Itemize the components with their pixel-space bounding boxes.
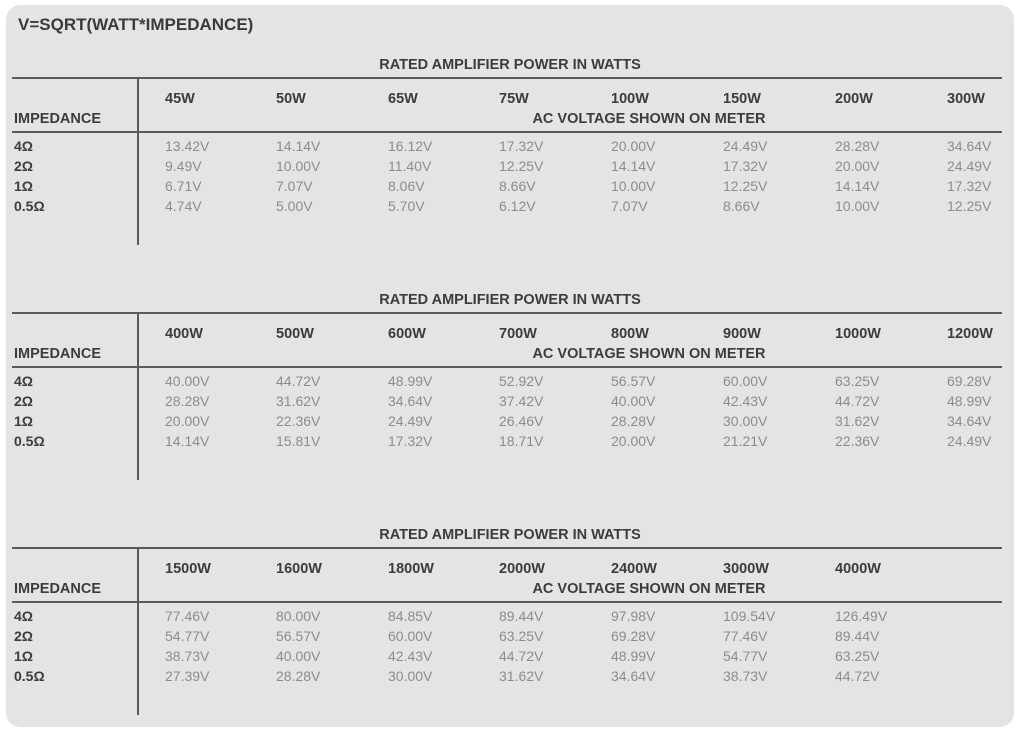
watt-header: 700W [499,326,537,342]
watt-header: 1800W [388,561,434,577]
voltage-cell: 17.32V [499,138,544,154]
voltage-cell: 26.46V [499,413,544,429]
watt-header: 45W [165,91,195,107]
voltage-cell: 30.00V [388,668,433,684]
voltage-cell: 7.07V [611,198,648,214]
voltage-cell: 9.49V [165,158,202,174]
voltage-cell: 6.12V [499,198,536,214]
voltage-cell: 80.00V [276,608,321,624]
voltage-cell: 60.00V [388,628,433,644]
watt-header: 300W [947,91,985,107]
voltage-cell: 10.00V [835,198,880,214]
voltage-cell: 8.06V [388,178,425,194]
voltage-cell: 44.72V [835,668,880,684]
watt-header: 2400W [611,561,657,577]
section-title: RATED AMPLIFIER POWER IN WATTS [379,292,641,308]
voltage-reference-card [6,5,1014,727]
rule-top [12,312,1002,314]
voltage-cell: 44.72V [276,373,321,389]
voltage-cell: 14.14V [165,433,210,449]
impedance-value: 1Ω [14,413,34,429]
voltage-cell: 14.14V [276,138,321,154]
voltage-cell: 11.40V [388,158,432,174]
power-table-3 [12,527,1002,727]
voltage-cell: 20.00V [835,158,880,174]
watt-header: 600W [388,326,426,342]
voltage-cell: 17.32V [388,433,433,449]
voltage-cell: 48.99V [611,648,656,664]
voltage-cell: 22.36V [276,413,321,429]
voltage-cell: 27.39V [165,668,210,684]
voltage-cell: 5.70V [388,198,425,214]
voltage-cell: 89.44V [499,608,544,624]
rule-mid [12,601,1002,603]
rule-top [12,547,1002,549]
voltage-cell: 14.14V [835,178,880,194]
voltage-cell: 38.73V [723,668,768,684]
watt-header: 200W [835,91,873,107]
watt-header: 1000W [835,326,881,342]
voltage-cell: 84.85V [388,608,433,624]
power-table-1 [12,57,1002,257]
voltage-cell: 12.25V [499,158,544,174]
voltage-cell: 54.77V [723,648,768,664]
formula-title: V=SQRT(WATT*IMPEDANCE) [18,15,254,34]
voltage-cell: 28.28V [611,413,656,429]
impedance-value: 0.5Ω [14,198,45,214]
rule-mid [12,131,1002,133]
voltage-cell: 126.49V [835,608,888,624]
voltage-cell: 15.81V [276,433,321,449]
voltage-cell: 4.74V [165,198,202,214]
voltage-cell: 5.00V [276,198,313,214]
impedance-header: IMPEDANCE [14,346,102,362]
watt-header: 65W [388,91,418,107]
impedance-value: 4Ω [14,373,34,389]
voltage-cell: 34.64V [947,138,992,154]
voltage-cell: 56.57V [611,373,656,389]
watt-header: 2000W [499,561,545,577]
watt-header: 1200W [947,326,993,342]
ac-voltage-header: AC VOLTAGE SHOWN ON METER [532,111,766,127]
impedance-header: IMPEDANCE [14,111,102,127]
section-title: RATED AMPLIFIER POWER IN WATTS [379,57,641,73]
voltage-cell: 56.57V [276,628,321,644]
impedance-value: 1Ω [14,178,34,194]
watt-header: 75W [499,91,529,107]
voltage-cell: 10.00V [276,158,321,174]
voltage-cell: 31.62V [499,668,544,684]
voltage-cell: 20.00V [611,138,656,154]
section-title: RATED AMPLIFIER POWER IN WATTS [379,527,641,543]
voltage-cell: 77.46V [165,608,210,624]
voltage-cell: 12.25V [723,178,768,194]
impedance-value: 4Ω [14,138,34,154]
voltage-cell: 16.12V [388,138,433,154]
voltage-cell: 31.62V [835,413,880,429]
watt-header: 4000W [835,561,881,577]
voltage-cell: 48.99V [947,393,992,409]
voltage-cell: 109.54V [723,608,776,624]
voltage-cell: 6.71V [165,178,202,194]
voltage-cell: 38.73V [165,648,210,664]
voltage-cell: 60.00V [723,373,768,389]
voltage-cell: 69.28V [947,373,992,389]
rule-top [12,77,1002,79]
voltage-cell: 8.66V [499,178,536,194]
voltage-cell: 40.00V [611,393,656,409]
voltage-cell: 14.14V [611,158,656,174]
ac-voltage-header: AC VOLTAGE SHOWN ON METER [532,346,766,362]
impedance-value: 0.5Ω [14,668,45,684]
impedance-value: 1Ω [14,648,34,664]
rule-mid [12,366,1002,368]
impedance-value: 0.5Ω [14,433,45,449]
voltage-cell: 30.00V [723,413,768,429]
watt-header: 800W [611,326,649,342]
watt-header: 400W [165,326,203,342]
voltage-cell: 21.21V [723,433,768,449]
watt-header: 150W [723,91,761,107]
impedance-header: IMPEDANCE [14,581,102,597]
voltage-cell: 31.62V [276,393,321,409]
voltage-cell: 40.00V [165,373,210,389]
voltage-cell: 28.28V [165,393,210,409]
voltage-cell: 52.92V [499,373,544,389]
voltage-cell: 77.46V [723,628,768,644]
voltage-cell: 10.00V [611,178,656,194]
voltage-cell: 34.64V [388,393,433,409]
watt-header: 500W [276,326,314,342]
voltage-cell: 63.25V [835,373,880,389]
watt-header: 50W [276,91,306,107]
voltage-cell: 8.66V [723,198,760,214]
voltage-cell: 42.43V [723,393,768,409]
voltage-cell: 24.49V [947,158,992,174]
impedance-value: 2Ω [14,158,34,174]
voltage-cell: 42.43V [388,648,433,664]
voltage-cell: 34.64V [947,413,992,429]
column-divider [137,77,139,245]
voltage-cell: 63.25V [499,628,544,644]
power-table-2 [12,292,1002,492]
voltage-cell: 69.28V [611,628,656,644]
voltage-cell: 28.28V [835,138,880,154]
voltage-cell: 34.64V [611,668,656,684]
voltage-cell: 37.42V [499,393,544,409]
watt-header: 100W [611,91,649,107]
voltage-cell: 17.32V [947,178,992,194]
voltage-cell: 12.25V [947,198,992,214]
voltage-cell: 28.28V [276,668,321,684]
voltage-cell: 40.00V [276,648,321,664]
watt-header: 3000W [723,561,769,577]
voltage-cell: 54.77V [165,628,210,644]
voltage-cell: 48.99V [388,373,433,389]
voltage-cell: 22.36V [835,433,880,449]
voltage-cell: 44.72V [499,648,544,664]
voltage-cell: 63.25V [835,648,880,664]
voltage-cell: 7.07V [276,178,313,194]
voltage-cell: 18.71V [499,433,544,449]
watt-header: 1600W [276,561,322,577]
voltage-cell: 89.44V [835,628,880,644]
watt-header: 1500W [165,561,211,577]
impedance-value: 2Ω [14,628,34,644]
ac-voltage-header: AC VOLTAGE SHOWN ON METER [532,581,766,597]
voltage-cell: 97.98V [611,608,656,624]
voltage-cell: 24.49V [947,433,992,449]
voltage-cell: 20.00V [611,433,656,449]
voltage-cell: 13.42V [165,138,210,154]
watt-header: 900W [723,326,761,342]
column-divider [137,547,139,715]
voltage-cell: 17.32V [723,158,768,174]
voltage-cell: 20.00V [165,413,210,429]
voltage-cell: 44.72V [835,393,880,409]
voltage-cell: 24.49V [723,138,768,154]
voltage-cell: 24.49V [388,413,433,429]
column-divider [137,312,139,480]
impedance-value: 4Ω [14,608,34,624]
impedance-value: 2Ω [14,393,34,409]
